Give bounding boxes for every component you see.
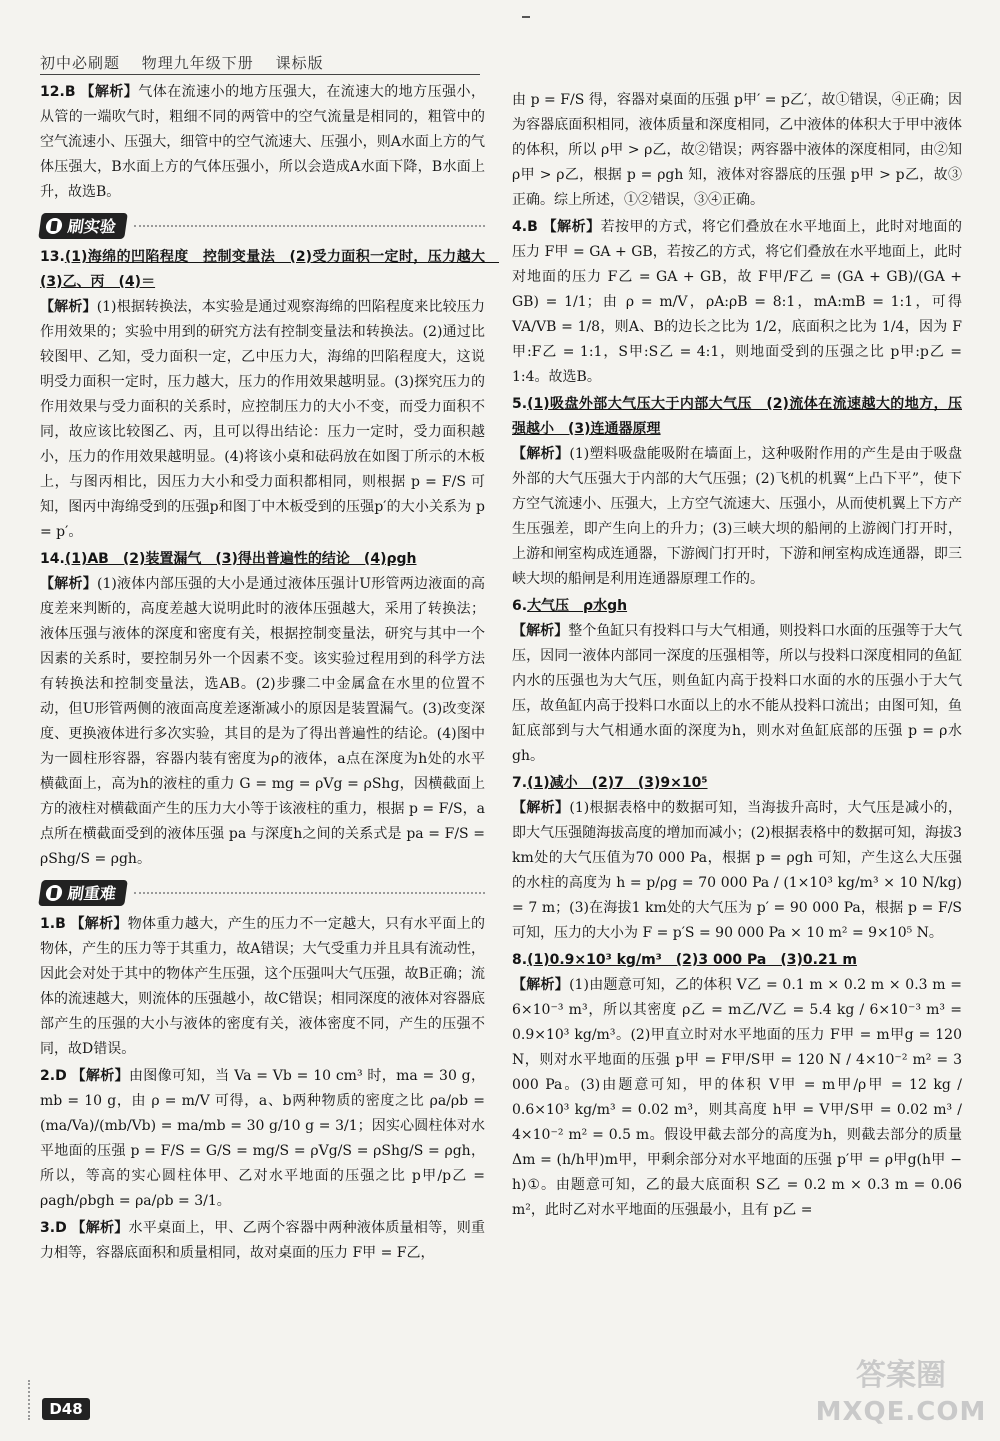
answer-q13 [40,245,499,545]
watermark-url: MXQE.COM [815,1397,987,1427]
answer-text: 大气压 ρ水gh [527,598,628,614]
answer-text: (1)减小 (2)7 (3)9×10⁵ [527,775,708,791]
page-number: D48 [42,1398,90,1420]
answer-text: (1)海绵的凹陷程度 控制变量法 (2)受力面积一定时，压力越大 (3)乙、丙 (4)＝ [40,249,499,290]
answer-text: (1)AB (2)装置漏气 (3)得出普遍性的结论 (4)ρgh [64,551,417,567]
edition-title: 课标版 [275,54,324,72]
question-number: 13. [40,249,65,265]
analysis-tag: 【解析】 [71,1220,129,1236]
answer-d6 [512,594,962,769]
watermark-logo-text: 答案圈 [856,1358,946,1393]
section-divider [134,892,485,894]
question-number: 5. [512,396,528,412]
answer-choice: D [55,1068,67,1084]
analysis-tag: 【解析】 [512,800,570,816]
analysis-text: (1)根据转换法，本实验是通过观察海绵的凹陷程度来比较压力作用效果的；实验中用到的研究方法有控制变量法和转换法。(2)通过比较图甲、乙知，受力面积一定，乙中压力大，海绵的凹陷程度大，这说明受力面积一定时，压力越大，压力的作用效果越明显。(3)探究压力的作用效果与受力面积的关系时，应控制压力的大小不变，而受力面积不同，故应该比较图乙、丙，且可以得出结论：压力一定时，受力面积越小，压力的作用效果越明显。(4)将该小桌和砝码放在如图丁所示的木板上，与图丙相比，因压力大小和受力面积都相同，则根据 p = F/S 可知，图丙中海绵受到的压强p和图丁中木板受到的压强p′的大小关系为 p = p′。 [40,299,485,540]
question-number: 8. [512,952,528,968]
section-experiment [40,211,485,241]
section-divider [134,225,485,227]
answer-choice: B [527,219,538,235]
answer-choice: D [55,1220,67,1236]
analysis-tag: 【解析】 [542,219,601,235]
question-number: 2. [40,1068,56,1084]
section-title: 刷重难 [66,883,118,903]
answer-q12 [40,80,485,205]
watermark [806,1358,996,1438]
section-difficulty [40,878,485,908]
answer-d2 [40,1064,485,1214]
analysis-tag: 【解析】 [512,446,570,462]
answer-d8 [512,948,962,1223]
series-title: 初中必刷题 [40,54,121,72]
analysis-text: (1)塑料吸盘能吸附在墙面上，这种吸附作用的产生是由于吸盘外部的大气压强大于内部的大气压强；(2)飞机的机翼“上凸下平”，使下方空气流速小、压强大，上方空气流速大、压强小，从而使机翼上下方产生压强差，即产生向上的升力；(3)三峡大坝的船闸的上游阀门打开时，上游和闸室构成连通器，下游阀门打开时，下游和闸室构成连通器，即三峡大坝的船闸是利用连通器原理工作的。 [512,446,962,587]
analysis-text: 气体在流速小的地方压强大，在流速大的地方压强小，从管的一端吹气时，粗细不同的两管中的空气流量是相同的，粗管中的空气流速小、压强大，细管中的空气流速大、压强小，则A水面上方的气体压强大，B水面上方的气体压强小，所以会造成A水面下降，B水面上升，故选B。 [40,84,486,200]
analysis-tag: 【解析】 [512,977,570,993]
analysis-text: 由图像可知，当 Va = Vb = 10 cm³ 时，ma = 30 g，mb = 10 g，由 ρ = m/V 可得，a、b两种物质的密度之比 ρa/ρb = (ma/Va)/(mb/Vb) = ma/mb = 30 g/10 g = 3/1；因实心圆柱体对水平地面的压强 p = F/S = G/S = mg/S = ρVg/S = ρShg/S = ρgh，所以，等高的实心圆柱体甲、乙对水平地面的压强之比 p甲/p乙 = ρagh/ρbgh = ρa/ρb = 3/1。 [40,1068,485,1209]
question-number: 7. [512,775,528,791]
brush-icon [45,218,63,234]
answer-d3-continued [512,88,962,213]
answer-d5 [512,392,962,592]
answer-choice: B [64,84,76,100]
brush-icon [45,885,63,901]
analysis-tag: 【解析】 [70,916,128,932]
section-title: 刷实验 [66,216,118,236]
question-number: 14. [40,551,65,567]
analysis-tag: 【解析】 [40,299,97,315]
answer-choice: B [55,916,66,932]
question-number: 4. [512,219,528,235]
answer-text: (1)0.9×10³ kg/m³ (2)3 000 Pa (3)0.21 m [527,952,857,968]
page-header [40,52,480,75]
analysis-text: 若按甲的方式，将它们叠放在水平地面上，此时对地面的压力 F甲 = GA + GB，若按乙的方式，将它们叠放在水平地面上，此时对地面的压力 F乙 = GA + GB，故 F甲/F乙 = (GA + GB)/(GA + GB) = 1/1；由 ρ = m/V，ρA:ρB = 8:1，mA:mB = 1:1，可得 VA/VB = 1/8，则A、B的边长之比为 1/2，底面积之比为 1/4，因为 F甲:F乙 = 1:1，S甲:S乙 = 4:1，则地面受到的压强之比 p甲:p乙 = 1:4。故选B。 [512,219,963,385]
analysis-tag: 【解析】 [71,1068,129,1084]
analysis-text: (1)液体内部压强的大小是通过液体压强计U形管两边液面的高度差来判断的，高度差越大说明此时的液体压强越大，采用了转换法；液体压强与液体的深度和密度有关，根据控制变量法，研究与其中一个因素的关系时，要控制另外一个因素不变。该实验过程用到的科学方法有转换法和控制变量法，选AB。(2)步骤二中金属盒在水里的位置不动，但U形管两侧的液面高度差逐渐减小的原因是装置漏气。(3)改变深度、更换液体进行多次实验，其目的是为了得出普遍性的结论。(4)图中为一圆柱形容器，容器内装有密度为ρ的液体，a点在深度为h处的水平横截面上，高为h的液柱的重力 G = mg = ρVg = ρShg，因横截面上方的液柱对横截面产生的压力大小等于该液柱的重力，根据 p = F/S，a点所在横截面受到的液体压强 pa 与深度h之间的关系式是 pa = F/S = ρShg/S = ρgh。 [40,576,485,867]
answer-q14 [40,547,485,872]
analysis-tag: 【解析】 [80,84,139,100]
question-number: 12. [40,84,65,100]
right-column [512,88,962,1225]
analysis-text: 水平桌面上，甲、乙两个容器中两种液体质量相等，则重力相等，容器底面积和质量相同，故对桌面的压力 F甲 = F乙， [40,1220,486,1261]
answer-text: (1)吸盘外部大气压大于内部大气压 (2)流体在流速越大的地方，压强越小 (3)连通器原理 [512,396,962,437]
question-number: 6. [512,598,528,614]
analysis-text: (1)根据表格中的数据可知，当海拔升高时，大气压是减小的，即大气压强随海拔高度的增加而减小；(2)根据表格中的数据可知，海拔3 km处的大气压值为70 000 Pa，根据 p = ρgh 可知，产生这么大压强的水柱的高度为 h = p/ρg = 70 000 Pa / (1×10³ kg/m³ × 10 N/kg) = 7 m；(3)在海拔1 km处的大气压为 p′ = 90 000 Pa，根据 p = F/S 可知，压力的大小为 F = p′S = 90 000 Pa × 10 m² = 9×10⁵ N。 [512,800,962,941]
question-number: 1. [40,916,56,932]
analysis-text: 整个鱼缸只有投料口与大气相通，则投料口水面的压强等于大气压，因同一液体内部同一深度的压强相等，所以与投料口深度相同的鱼缸内水的压强也为大气压，则鱼缸内高于投料口水面的水的压强小于大气压，故鱼缸内高于投料口水面以上的水不能从投料口流出；由图可知，鱼缸底部到与大气相通水面的深度为h，则水对鱼缸底部的压强 p = ρ水gh。 [512,623,963,764]
analysis-tag: 【解析】 [512,623,569,639]
top-mark [522,16,530,18]
question-number: 3. [40,1220,56,1236]
analysis-text: 物体重力越大，产生的压力不一定越大，只有水平面上的物体，产生的压力等于其重力，故A错误；大气受重力并且具有流动性，因此会对处于其中的物体产生压强，这个压强叫大气压强，故B正确；流体的流速越大，则流体的压强越小，故C错误；相同深度的液体对容器底部产生的压强的大小与液体的密度有关，液体密度不同，产生的压强不同，故D错误。 [40,916,486,1057]
analysis-text: 由 p = F/S 得，容器对桌面的压强 p甲′ = p乙′，故①错误，④正确；因为容器底面积相同，液体质量和深度相同，乙中液体的体积大于甲中液体的体积，所以 ρ甲 > ρ乙，故②错误；两容器中液体的深度相同，由②知 ρ甲 > ρ乙，根据 p = ρgh 知，液体对容器底的压强 p甲 > p乙，故③正确。综上所述，①②错误，③④正确。 [512,92,962,208]
answer-d4 [512,215,962,390]
subject-title: 物理九年级下册 [141,54,254,72]
analysis-tag: 【解析】 [40,576,97,592]
left-column [40,80,499,1268]
answer-d1 [40,912,485,1062]
answer-d7 [512,771,962,946]
analysis-text: (1)由题意可知，乙的体积 V乙 = 0.1 m × 0.2 m × 0.3 m = 6×10⁻³ m³，所以其密度 ρ乙 = m乙/V乙 = 5.4 kg / 6×10⁻³ m³ = 0.9×10³ kg/m³。(2)甲直立时对水平地面的压力 F甲 = m甲g = 120 N，则对水平地面的压强 p甲 = F甲/S甲 = 120 N / 4×10⁻² m² = 3 000 Pa。(3)由题意可知，甲的体积 V甲 = m甲/ρ甲 = 12 kg / 0.6×10³ kg/m³ = 0.02 m³，则其高度 h甲 = V甲/S甲 = 0.02 m³ / 4×10⁻² m² = 0.5 m。假设甲截去部分的高度为h，则截去部分的质量 Δm = (h/h甲)m甲，甲剩余部分对水平地面的压强 p′甲 = ρ甲g(h甲 − h)①。由题意可知，乙的最大底面积 S乙 = 0.2 m × 0.3 m = 0.06 m²，此时乙对水平地面的压强最小，且有 p乙 = [512,977,963,1218]
answer-d3 [40,1216,485,1266]
